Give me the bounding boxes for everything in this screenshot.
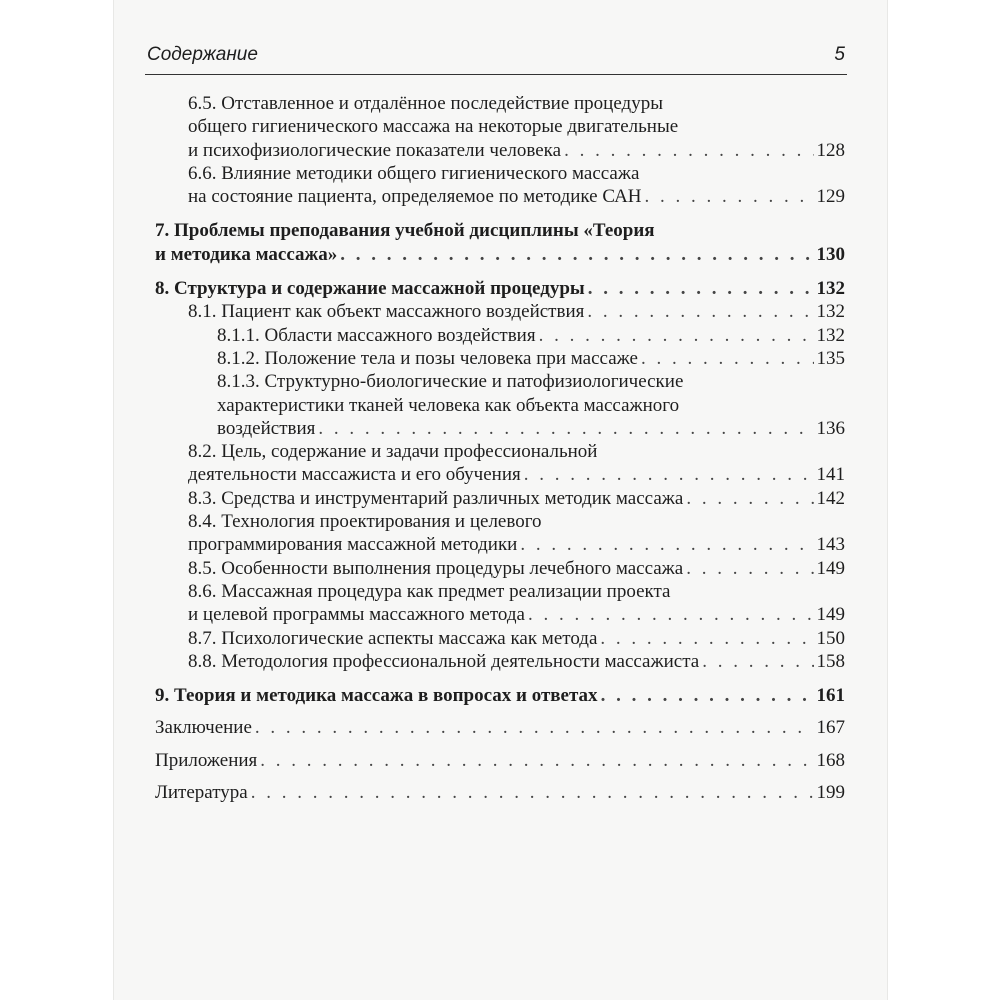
toc-page-number: 129 <box>816 186 845 208</box>
toc-entry-line: 8.6. Массажная процедура как предмет реализации проекта <box>188 580 671 602</box>
toc-page-number: 149 <box>816 557 845 579</box>
toc-entry-title: 8.1. Пациент как объект массажного воздействия <box>188 301 585 323</box>
toc-chapter-7 <box>155 219 845 266</box>
toc-entry-line: 6.5. Отставленное и отдалённое последействие процедуры <box>188 93 663 114</box>
toc-entry-title: на состояние пациента, определяемое по методике САН <box>188 186 642 208</box>
toc-page-number: 199 <box>816 782 845 804</box>
toc-entry-title: Заключение <box>155 717 252 739</box>
toc-entry-8-1 <box>188 300 845 323</box>
toc-entry-8-8 <box>188 650 845 673</box>
page-number: 5 <box>834 44 845 65</box>
toc-entry-title: 8.8. Методология профессиональной деятельности массажиста <box>188 650 700 672</box>
toc-entry-title: 8.1.1. Области массажного воздействия <box>217 324 536 346</box>
toc-entry-title: и целевой программы массажного метода <box>188 604 525 626</box>
toc-page-number: 149 <box>816 604 845 626</box>
toc-entry-line: общего гигиенического массажа на некоторые двигательные <box>188 116 679 138</box>
toc-appendices <box>155 749 845 772</box>
toc-page-number: 158 <box>816 650 845 672</box>
dot-leader <box>588 277 814 300</box>
toc-page-number: 136 <box>816 417 845 439</box>
toc-entry-6-6 <box>188 162 845 209</box>
toc-page-number: 143 <box>816 534 845 556</box>
toc-page-number: 141 <box>816 464 845 486</box>
toc-entry-title: Литература <box>155 782 248 804</box>
toc-entry-line: характеристики тканей человека как объекта массажного <box>217 394 680 416</box>
dot-leader <box>251 781 814 804</box>
toc-page-number: 150 <box>816 627 845 649</box>
dot-leader <box>564 139 813 162</box>
toc-entry-8-6 <box>188 580 845 627</box>
toc-page-number: 132 <box>816 278 845 300</box>
toc-entry-8-5 <box>188 557 845 580</box>
toc-literature <box>155 781 845 804</box>
toc-page-number: 161 <box>816 685 845 707</box>
toc-entry-title: и методика массажа» <box>155 243 338 265</box>
toc-entry-line: 6.6. Влияние методики общего гигиенического массажа <box>188 162 640 184</box>
toc-entry-line: 7. Проблемы преподавания учебной дисциплины «Теория <box>155 220 655 242</box>
dot-leader <box>702 650 813 673</box>
dot-leader <box>686 557 813 580</box>
toc-entry-title: 8.3. Средства и инструментарий различных методик массажа <box>188 487 684 509</box>
toc-entry-title: 8. Структура и содержание массажной процедуры <box>155 278 585 300</box>
toc-entry-title: деятельности массажиста и его обучения <box>188 464 521 486</box>
toc-entry-8-2 <box>188 440 845 487</box>
toc-entry-8-7 <box>188 627 845 650</box>
toc-page-number: 128 <box>816 139 845 161</box>
dot-leader <box>641 347 814 370</box>
dot-leader <box>587 300 813 323</box>
toc-page-number: 132 <box>816 324 845 346</box>
toc-chapter-9 <box>155 684 845 707</box>
toc-entry-8-4 <box>188 510 845 557</box>
toc-entry-8-1-3 <box>217 370 845 440</box>
toc-entry-title: Приложения <box>155 749 258 771</box>
dot-leader <box>260 749 813 772</box>
toc-entry-title: 8.5. Особенности выполнения процедуры лечебного массажа <box>188 557 684 579</box>
toc-entry-title: 8.1.2. Положение тела и позы человека при массаже <box>217 347 638 369</box>
toc-page-number: 130 <box>816 243 845 265</box>
toc-entry-line: 8.4. Технология проектирования и целевого <box>188 511 542 533</box>
toc-entry-title: и психофизиологические показатели человека <box>188 139 562 161</box>
table-of-contents <box>155 92 845 804</box>
toc-entry-line: 8.2. Цель, содержание и задачи профессиональной <box>188 441 598 463</box>
running-header <box>145 40 847 75</box>
toc-conclusion <box>155 716 845 739</box>
dot-leader <box>645 185 814 208</box>
toc-page-number: 135 <box>816 347 845 369</box>
dot-leader <box>520 533 813 556</box>
toc-entry-title: программирования массажной методики <box>188 534 518 556</box>
page-title: Содержание <box>147 44 258 65</box>
toc-entry-title: 9. Теория и методика массажа в вопросах и ответах <box>155 685 598 707</box>
toc-entry-6-5 <box>188 92 845 162</box>
dot-leader <box>601 684 814 707</box>
toc-page-number: 168 <box>816 749 845 771</box>
dot-leader <box>255 716 814 739</box>
toc-entry-8-1-2 <box>217 347 845 370</box>
toc-page-number: 167 <box>816 717 845 739</box>
toc-page-number: 142 <box>816 487 845 509</box>
toc-chapter-8 <box>155 277 845 300</box>
toc-entry-8-3 <box>188 487 845 510</box>
dot-leader <box>524 463 814 486</box>
toc-entry-line: 8.1.3. Структурно-биологические и патофизиологические <box>217 371 684 393</box>
dot-leader <box>600 627 813 650</box>
dot-leader <box>528 603 814 626</box>
toc-entry-8-1-1 <box>217 324 845 347</box>
toc-entry-title: воздействия <box>217 417 316 439</box>
toc-entry-title: 8.7. Психологические аспекты массажа как метода <box>188 627 598 649</box>
dot-leader <box>539 324 814 347</box>
dot-leader <box>318 417 813 440</box>
dot-leader <box>340 243 813 266</box>
dot-leader <box>686 487 813 510</box>
toc-page-number: 132 <box>816 301 845 323</box>
